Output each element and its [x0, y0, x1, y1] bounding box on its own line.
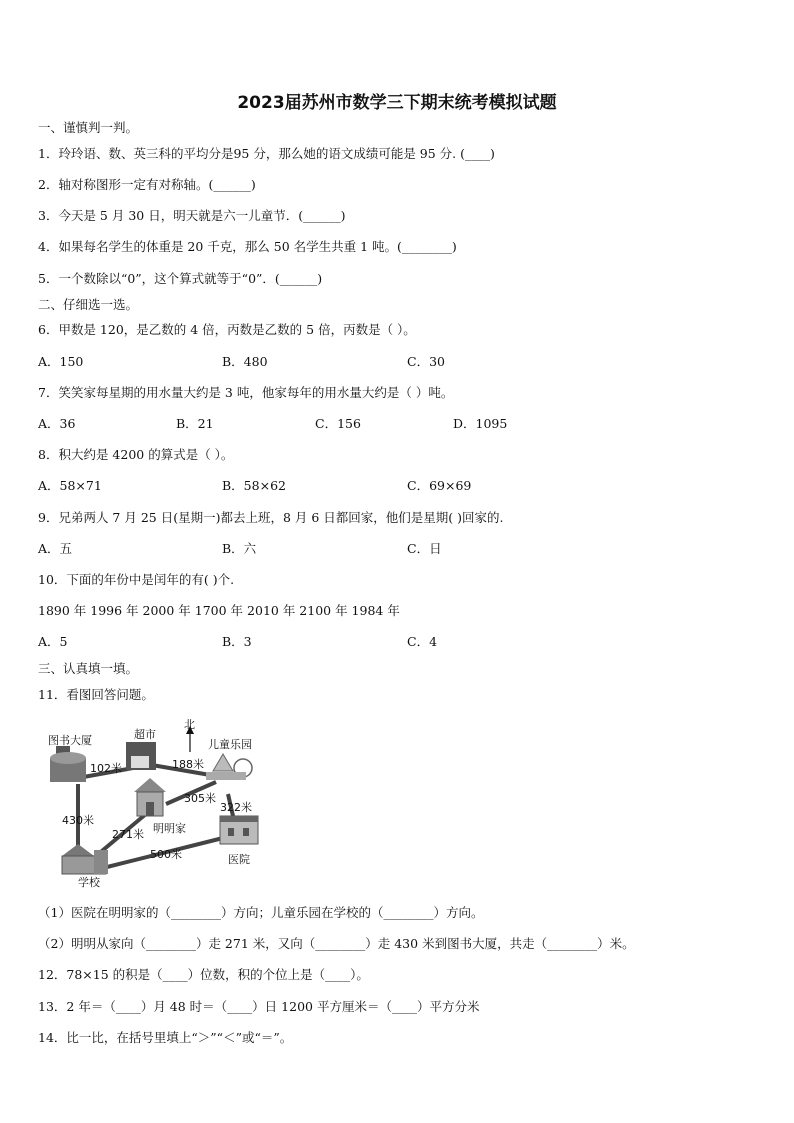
question-3: 3．今天是 5 月 30 日，明天就是六一儿童节．(______) [38, 208, 346, 223]
q6-option-b: B．480 [222, 354, 268, 369]
section-heading-1: 一、谨慎判一判。 [38, 120, 139, 135]
north-label: 北 [184, 718, 195, 731]
q7-option-c: C．156 [315, 416, 361, 431]
q8-option-b: B．58×62 [222, 478, 286, 493]
q9-option-c: C．日 [407, 541, 442, 556]
question-10: 10．下面的年份中是闰年的有( )个. [38, 572, 235, 587]
q10-option-b: B．3 [222, 634, 252, 649]
section-heading-2: 二、仔细选一选。 [38, 297, 139, 312]
home-label: 明明家 [153, 822, 186, 835]
q7-option-d: D．1095 [453, 416, 508, 431]
q10-option-a: A．5 [38, 634, 68, 649]
school-icon [62, 844, 108, 874]
park-icon [206, 754, 252, 780]
location-map [38, 716, 278, 891]
q9-option-b: B．六 [222, 541, 257, 556]
question-6: 6．甲数是 120，是乙数的 4 倍，丙数是乙数的 5 倍，丙数是（ ）。 [38, 322, 416, 337]
q10-years: 1890 年 1996 年 2000 年 1700 年 2010 年 2100 年 1984 年 [38, 603, 400, 618]
hospital-label: 医院 [228, 853, 250, 866]
question-8: 8．积大约是 4200 的算式是（ ）。 [38, 447, 234, 462]
question-5: 5．一个数除以“0”，这个算式就等于“0”．(______) [38, 271, 323, 286]
distance-supermarket-park: 188米 [172, 758, 204, 771]
library-icon [50, 746, 86, 782]
q10-option-c: C．4 [407, 634, 438, 649]
q7-option-a: A．36 [38, 416, 76, 431]
question-14: 14．比一比，在括号里填上“＞”“＜”或“＝”。 [38, 1030, 293, 1045]
distance-library-school: 430米 [62, 814, 94, 827]
q8-option-c: C．69×69 [407, 478, 472, 493]
section-heading-3: 三、认真填一填。 [38, 661, 139, 676]
question-9: 9．兄弟两人 7 月 25 日(星期一)都去上班，8 月 6 日都回家，他们是星期( )回家的. [38, 510, 504, 525]
page-title: 2023届苏州市数学三下期末统考模拟试题 [237, 93, 557, 113]
distance-home-park: 305米 [184, 792, 216, 805]
library-label: 图书大厦 [48, 734, 92, 747]
school-label: 学校 [78, 876, 100, 889]
q6-option-a: A．150 [38, 354, 84, 369]
distance-school-hospital: 500米 [150, 848, 182, 861]
question-2: 2．轴对称图形一定有对称轴。(______) [38, 177, 256, 192]
question-4: 4．如果每名学生的体重是 20 千克，那么 50 名学生共重 1 吨。(________) [38, 239, 457, 254]
distance-library-supermarket: 102米 [90, 762, 122, 775]
question-11-1: （1）医院在明明家的（________）方向；儿童乐园在学校的（________）方向。 [38, 905, 484, 920]
q6-option-c: C．30 [407, 354, 445, 369]
question-11-2: （2）明明从家向（________）走 271 米，又向（________）走 430 米到图书大厦，共走（________）米。 [38, 936, 635, 951]
q9-option-a: A．五 [38, 541, 73, 556]
question-1: 1．玲玲语、数、英三科的平均分是95 分，那么她的语文成绩可能是 95 分. (____) [38, 146, 495, 161]
q7-option-b: B．21 [176, 416, 214, 431]
question-12: 12．78×15 的积是（____）位数，积的个位上是（____）。 [38, 967, 369, 982]
question-11: 11．看图回答问题。 [38, 687, 154, 702]
park-label: 儿童乐园 [208, 738, 252, 751]
question-13: 13．2 年＝（____）月 48 时＝（____）日 1200 平方厘米＝（____）平方分米 [38, 999, 480, 1014]
supermarket-icon [126, 742, 156, 770]
q8-option-a: A．58×71 [38, 478, 102, 493]
home-icon [134, 778, 166, 816]
distance-home-school: 271米 [112, 828, 144, 841]
hospital-icon [220, 816, 258, 844]
question-7: 7．笑笑家每星期的用水量大约是 3 吨，他家每年的用水量大约是（ ）吨。 [38, 385, 454, 400]
supermarket-label: 超市 [134, 728, 156, 741]
distance-park-hospital: 322米 [220, 801, 252, 814]
